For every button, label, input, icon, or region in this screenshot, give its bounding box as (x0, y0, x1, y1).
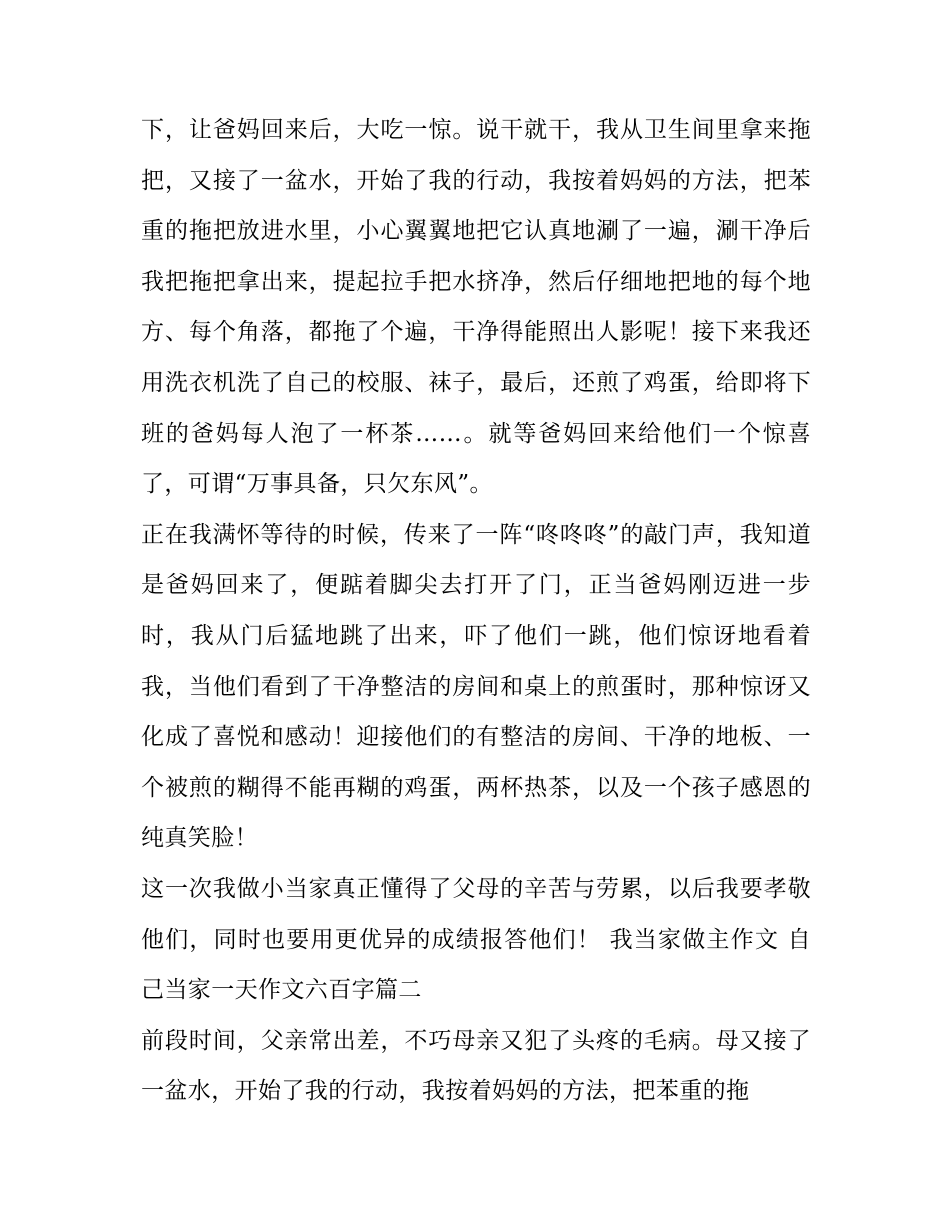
paragraph-cleaning: 下，让爸妈回来后，大吃一惊。说干就干，我从卫生间里拿来拖把，又接了一盆水，开始了我的行动，我按着妈妈的方法，把苯重的拖把放进水里，小心翼翼地把它认真地涮了一遍，涮干净后我把拖把拿出来，提起拉手把水挤净，然后仔细地把地的每个地方、每个角落，都拖了个遍，干净得能照出人影呢！接下来我还用洗衣机洗了自己的校服、袜子，最后，还煎了鸡蛋，给即将下班的爸妈每人泡了一杯茶……。就等爸妈回来给他们一个惊喜了，可谓“万事具备，只欠东风”。 (141, 117, 811, 498)
paragraph-essay-two-start: 前段时间，父亲常出差，不巧母亲又犯了头疼的毛病。母又接了一盆水，开始了我的行动，我按着妈妈的方法，把苯重的拖 (141, 1027, 811, 1105)
paragraph-conclusion-and-heading: 这一次我做小当家真正懂得了父母的辛苦与劳累，以后我要孝敬他们，同时也要用更优异的成绩报答他们！ 我当家做主作文 自己当家一天作文六百字篇二 (141, 875, 811, 1004)
document-page (141, 105, 811, 1117)
paragraph-parents-return: 正在我满怀等待的时候，传来了一阵“咚咚咚”的敲门声，我知道是爸妈回来了，便踮着脚尖去打开了门，正当爸妈刚迈进一步时，我从门后猛地跳了出来，吓了他们一跳，他们惊讶地看着我，当他们看到了干净整洁的房间和桌上的煎蛋时，那种惊讶又化成了喜悦和感动！迎接他们的有整洁的房间、干净的地板、一个被煎的糊得不能再糊的鸡蛋，两杯热茶，以及一个孩子感恩的纯真笑脸！ (141, 521, 811, 852)
